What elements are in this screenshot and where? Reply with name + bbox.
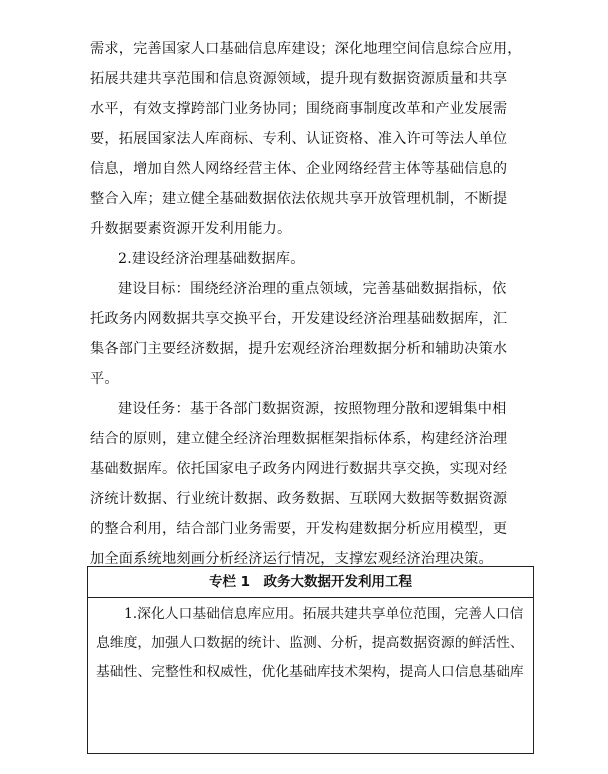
paragraph-construction-task	[90, 394, 528, 574]
text-line: 加全面系统地刻画分析经济运行情况，支撑宏观经济治理决策。	[90, 551, 493, 567]
column-box	[87, 566, 534, 754]
text-line: 托政务内网数据共享交换平台，开发建设经济治理基础数据库，汇	[90, 311, 508, 327]
text-line: 1.深化人口基础信息库应用。拓展共建共享单位范围，完善人口信	[124, 606, 524, 622]
text-line: 基础数据库。依托国家电子政务内网进行数据共享交换，实现对经	[90, 461, 508, 477]
text-line: 要，拓展国家法人库商标、专利、认证资格、准入许可等法人单位	[90, 131, 508, 147]
text-line: 息维度，加强人口数据的统计、监测、分析，提高数据资源的鲜活性、	[96, 635, 524, 651]
text-line: 整合入库；建立健全基础数据依法依规共享开放管理机制，不断提	[90, 191, 508, 207]
text-line: 升数据要素资源开发利用能力。	[90, 221, 292, 237]
text-line: 信息，增加自然人网络经营主体、企业网络经营主体等基础信息的	[90, 161, 508, 177]
section-heading-economic-db	[90, 244, 528, 274]
text-line: 需求，完善国家人口基础信息库建设；深化地理空间信息综合应用，	[90, 41, 522, 57]
text-line: 集各部门主要经济数据，提升宏观经济治理数据分析和辅助决策水	[90, 341, 508, 357]
column-box-title: 专栏 1 政务大数据开发利用工程	[88, 567, 533, 598]
text-line: 建设任务：基于各部门数据资源，按照物理分散和逻辑集中相	[118, 401, 507, 417]
paragraph-construction-goal	[90, 274, 528, 394]
paragraph-population-geo-legal	[90, 34, 528, 244]
text-line: 济统计数据、行业统计数据、政务数据、互联网大数据等数据资源	[90, 491, 508, 507]
text-line: 平。	[90, 371, 119, 387]
text-line: 建设目标：围绕经济治理的重点领域，完善基础数据指标，依	[118, 281, 507, 297]
text-line: 基础性、完整性和权威性，优化基础库技术架构，提高人口信息基础库	[96, 664, 524, 680]
text-line: 的整合利用，结合部门业务需要，开发构建数据分析应用模型，更	[90, 521, 508, 537]
column-box-body	[96, 600, 526, 687]
text-line: 水平，有效支撑跨部门业务协同；围绕商事制度改革和产业发展需	[90, 101, 508, 117]
section-heading: 2.建设经济治理基础数据库。	[118, 251, 305, 267]
text-line: 拓展共建共享范围和信息资源领域，提升现有数据资源质量和共享	[90, 71, 508, 87]
text-line: 结合的原则，建立健全经济治理数据框架指标体系，构建经济治理	[90, 431, 508, 447]
